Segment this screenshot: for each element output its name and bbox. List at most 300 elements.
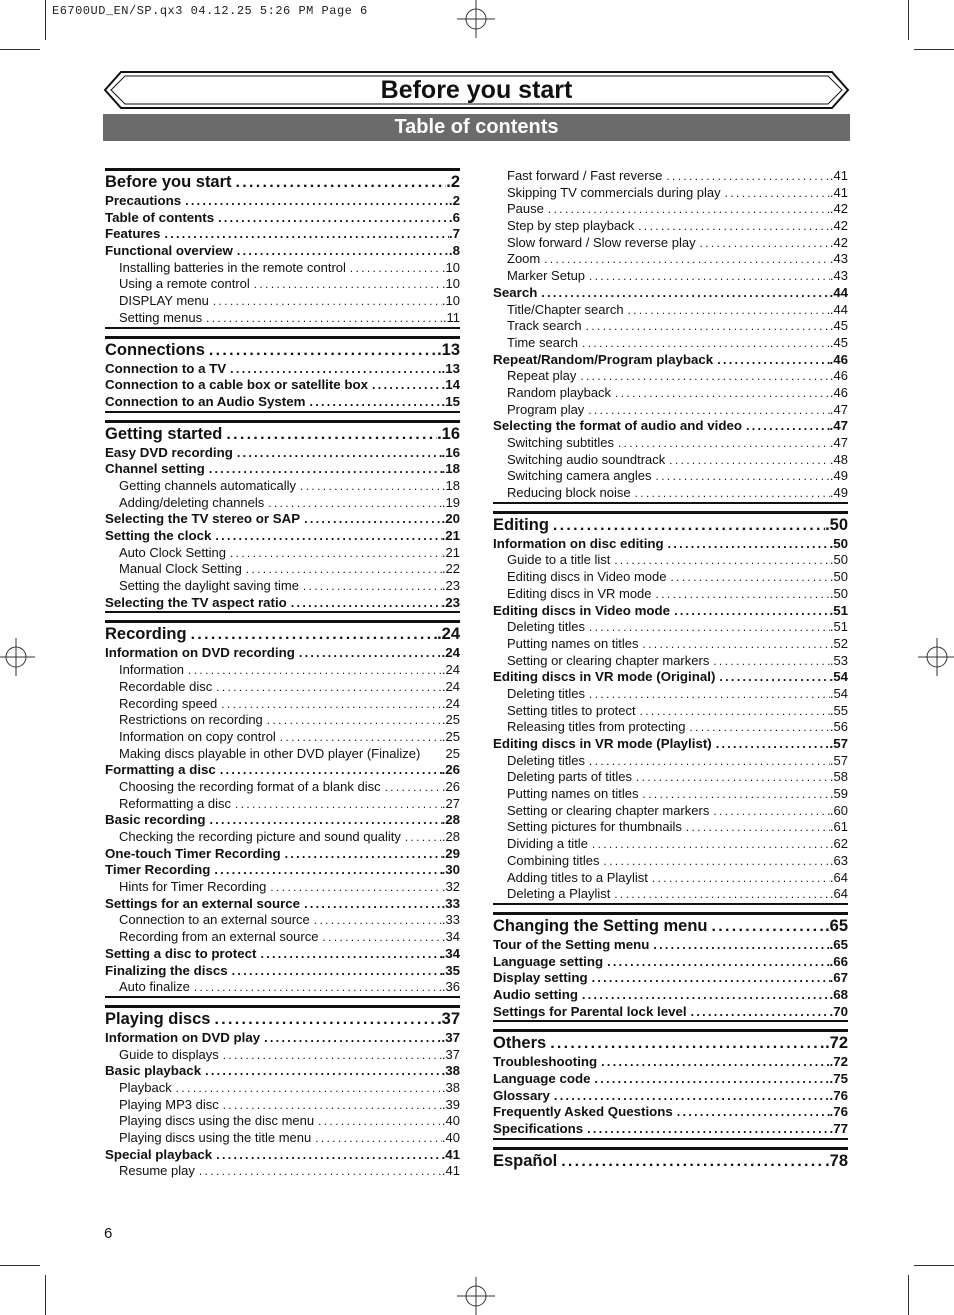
toc-page-number: .42: [829, 234, 848, 250]
toc-entry[interactable]: [105, 645, 460, 662]
dot-leader: [649, 937, 829, 954]
toc-page-number: .10: [441, 276, 460, 292]
toc-entry-label: Hints for Timer Recording: [119, 879, 267, 895]
crop-mark: [45, 0, 46, 40]
toc-entry-label: Editing discs in VR mode (Playlist): [493, 736, 712, 751]
toc-entry-label: Precautions: [105, 193, 182, 208]
toc-entry[interactable]: [493, 1121, 848, 1140]
toc-entry-label: Table of contents: [105, 209, 215, 225]
toc-page-number: .52: [829, 635, 848, 651]
toc-entry-label: Random playback: [507, 384, 612, 400]
toc-entry[interactable]: [105, 812, 460, 829]
toc-page-number: .2: [446, 173, 460, 191]
dot-leader: [670, 603, 829, 620]
toc-entry-label: Selecting the TV stereo or SAP: [105, 511, 301, 527]
toc-page-number: .10: [441, 259, 460, 275]
toc-section-heading[interactable]: [105, 171, 460, 193]
dot-leader: [648, 871, 830, 887]
toc-entry-label: Recordable disc: [119, 678, 213, 694]
toc-entry[interactable]: [105, 377, 460, 394]
toc-subentry[interactable]: [105, 696, 460, 713]
dot-leader: [190, 980, 442, 997]
toc-entry-label: Setting menus: [119, 309, 203, 325]
dot-leader: [256, 946, 441, 963]
toc-page-number: .39: [441, 1096, 460, 1112]
dot-leader: [549, 515, 825, 536]
toc-subentry[interactable]: [105, 1080, 460, 1097]
toc-page-number: .54: [829, 669, 848, 685]
toc-subentry[interactable]: [493, 886, 848, 905]
toc-subentry[interactable]: [105, 879, 460, 896]
toc-subentry[interactable]: [493, 218, 848, 235]
toc-page-number: .50: [829, 585, 848, 601]
toc-entry-label: Deleting titles: [507, 685, 586, 701]
dot-leader: [624, 303, 830, 319]
toc-entry[interactable]: [105, 963, 460, 980]
toc-subentry[interactable]: [105, 679, 460, 696]
toc-entry-label: Step by step playback: [507, 218, 635, 234]
crop-mark: [908, 1275, 909, 1315]
toc-entry-label: Specifications: [493, 1121, 584, 1137]
toc-page-number: .41: [829, 184, 848, 200]
toc-section-heading[interactable]: [105, 339, 460, 361]
toc-entry-label: Installing batteries in the remote control: [119, 259, 346, 275]
toc-subentry[interactable]: [105, 979, 460, 998]
toc-entry-label: Checking the recording picture and sound quality: [119, 829, 401, 844]
toc-subentry[interactable]: [493, 235, 848, 252]
toc-entry[interactable]: [493, 970, 848, 987]
toc-subentry[interactable]: [105, 662, 460, 679]
toc-page-number: .16: [437, 424, 460, 443]
toc-page-number: .49: [829, 468, 848, 484]
toc-entry-label: Information: [119, 662, 185, 678]
toc-page-number: .46: [829, 368, 848, 384]
toc-subentry[interactable]: [105, 310, 460, 329]
toc-entry-label: Track search: [507, 318, 582, 334]
toc-entry[interactable]: [105, 511, 460, 528]
dot-leader: [287, 595, 442, 612]
dot-leader: [201, 1063, 441, 1080]
toc-entry[interactable]: [493, 603, 848, 620]
toc-entry-label: Switching audio soundtrack: [507, 451, 666, 467]
crop-mark: [908, 0, 909, 40]
dot-leader: [742, 418, 830, 435]
toc-entry-label: Recording: [105, 625, 187, 644]
toc-page-number: .40: [441, 1113, 460, 1129]
toc-subentry[interactable]: [493, 185, 848, 202]
toc-subentry[interactable]: [105, 712, 460, 729]
toc-page-number: .14: [441, 377, 460, 393]
section-subtitle: Table of contents: [103, 114, 850, 141]
toc-subentry[interactable]: [493, 653, 848, 670]
toc-subentry[interactable]: [105, 1113, 460, 1130]
dot-leader: [206, 812, 442, 829]
toc-subentry[interactable]: [105, 779, 460, 796]
toc-entry[interactable]: [105, 210, 460, 227]
toc-page-number: .58: [829, 769, 848, 785]
toc-entry-label: Español: [493, 1151, 558, 1170]
toc-entry[interactable]: [105, 1063, 460, 1080]
toc-page-number: .47: [829, 401, 848, 417]
toc-entry[interactable]: [493, 987, 848, 1004]
toc-entry-label: Playing MP3 disc: [119, 1096, 219, 1112]
toc-subentry[interactable]: [105, 1130, 460, 1147]
toc-entry[interactable]: [105, 1147, 460, 1164]
dot-leader: [232, 172, 447, 193]
toc-entry-label: Tour of the Setting menu: [493, 936, 650, 952]
toc-entry[interactable]: [493, 669, 848, 686]
registration-mark-icon: [918, 638, 954, 676]
toc-entry-label: Repeat play: [507, 368, 577, 384]
toc-entry-label: Connection to a TV: [105, 360, 227, 376]
toc-page-number: .24: [441, 662, 460, 678]
toc-subentry[interactable]: [105, 1047, 460, 1064]
dot-leader: [276, 730, 442, 746]
dot-leader: [662, 169, 830, 185]
toc-subentry[interactable]: [493, 318, 848, 335]
toc-entry[interactable]: [105, 243, 460, 260]
toc-entry-label: Search: [493, 284, 538, 300]
dot-leader: [212, 680, 442, 696]
toc-subentry[interactable]: [493, 385, 848, 402]
toc-subentry[interactable]: [105, 912, 460, 929]
toc-entry-label: Recording from an external source: [119, 929, 319, 945]
dot-leader: [311, 1131, 442, 1147]
toc-entry[interactable]: [105, 361, 460, 378]
dot-leader: [634, 219, 830, 235]
toc-subentry[interactable]: [493, 168, 848, 185]
toc-page-number: .11: [442, 309, 460, 325]
toc-entry-label: Slow forward / Slow reverse play: [507, 234, 696, 250]
dot-leader: [708, 916, 826, 937]
dot-leader: [242, 562, 442, 578]
toc-page-number: .76: [829, 1087, 848, 1103]
toc-entry-label: Special playback: [105, 1146, 213, 1162]
dot-leader: [583, 1121, 829, 1138]
toc-entry-label: Editing discs in Video mode: [507, 569, 667, 585]
dot-leader: [212, 1147, 441, 1164]
toc-subentry[interactable]: [493, 803, 848, 820]
toc-page-number: .28: [441, 829, 460, 844]
toc-subentry[interactable]: [493, 686, 848, 703]
toc-page-number: .2: [448, 193, 460, 208]
registration-mark-icon: [457, 0, 495, 38]
dot-leader: [211, 528, 441, 545]
toc-entry-label: DISPLAY menu: [119, 293, 209, 309]
dot-leader: [603, 954, 829, 971]
toc-page-number: .18: [441, 477, 460, 493]
toc-entry-label: Audio setting: [493, 986, 578, 1002]
dot-leader: [260, 1030, 441, 1047]
toc-subentry[interactable]: [493, 769, 848, 786]
toc-entry-label: Deleting a Playlist: [507, 886, 611, 902]
toc-page-number: .50: [829, 535, 848, 551]
dot-leader: [401, 830, 442, 846]
toc-entry-label: Switching subtitles: [507, 435, 614, 450]
toc-entry-label: Adding/deleting channels: [119, 494, 265, 510]
toc-page-number: .65: [829, 936, 848, 952]
toc-entry-label: Easy DVD recording: [105, 444, 233, 460]
crop-mark: [914, 49, 954, 50]
toc-entry-label: Formatting a disc: [105, 762, 216, 778]
dot-leader: [264, 496, 442, 512]
toc-entry-label: Switching camera angles: [507, 468, 652, 484]
toc-entry-label: Channel setting: [105, 461, 205, 477]
toc-subentry[interactable]: [105, 1097, 460, 1114]
toc-subentry[interactable]: [493, 435, 848, 452]
toc-entry[interactable]: [105, 762, 460, 779]
toc-subentry[interactable]: [493, 853, 848, 870]
dot-leader: [219, 1048, 442, 1064]
dot-leader: [721, 186, 830, 202]
toc-entry[interactable]: [105, 528, 460, 545]
toc-entry-label: Adding titles to a Playlist: [507, 869, 648, 885]
dot-leader: [184, 663, 442, 679]
toc-subentry[interactable]: [493, 586, 848, 603]
dot-leader: [318, 930, 441, 946]
toc-section-heading[interactable]: [105, 1008, 460, 1030]
toc-page-number: .21: [441, 528, 460, 543]
toc-entry-label: Combining titles: [507, 852, 600, 868]
toc-page-number: .64: [829, 886, 848, 902]
dot-leader: [205, 340, 437, 361]
toc-subentry[interactable]: [105, 929, 460, 946]
dot-leader: [209, 294, 442, 310]
toc-subentry[interactable]: [493, 870, 848, 887]
toc-subentry[interactable]: [493, 703, 848, 720]
dot-leader: [588, 970, 830, 987]
toc-subentry[interactable]: [493, 619, 848, 636]
toc-entry-label: Setting titles to protect: [507, 702, 636, 718]
toc-entry-label: Basic playback: [105, 1063, 202, 1079]
toc-section-heading[interactable]: [493, 514, 848, 536]
toc-page-number: .75: [829, 1071, 848, 1086]
toc-page-number: .37: [441, 1046, 460, 1062]
dot-leader: [299, 579, 442, 595]
toc-page-number: .43: [829, 251, 848, 267]
toc-entry[interactable]: [105, 1030, 460, 1047]
toc-section-heading[interactable]: [493, 915, 848, 937]
toc-entry-label: Fast forward / Fast reverse: [507, 168, 663, 183]
toc-right-column: [493, 168, 848, 1172]
dot-leader: [540, 252, 830, 268]
toc-subentry[interactable]: [493, 335, 848, 352]
toc-page-number: .77: [829, 1121, 848, 1137]
dot-leader: [305, 394, 441, 411]
dot-leader: [214, 210, 449, 227]
toc-subentry[interactable]: [105, 545, 460, 562]
toc-entry[interactable]: [493, 352, 848, 369]
toc-page-number: .44: [829, 301, 848, 317]
toc-entry-label: Playing discs: [105, 1009, 211, 1028]
toc-entry-label: Information on copy control: [119, 728, 276, 744]
dot-leader: [296, 479, 442, 495]
toc-subentry[interactable]: [105, 478, 460, 495]
toc-entry-label: Troubleshooting: [493, 1054, 598, 1070]
dot-leader: [631, 486, 830, 503]
print-slug: E6700UD_EN/SP.qx3 04.12.25 5:26 PM Page 6: [52, 4, 368, 18]
toc-subentry[interactable]: [493, 819, 848, 836]
toc-page-number: .34: [441, 945, 460, 961]
toc-subentry[interactable]: [105, 495, 460, 512]
toc-page-number: .24: [441, 645, 460, 661]
toc-subentry[interactable]: [493, 302, 848, 319]
toc-subentry[interactable]: [493, 402, 848, 419]
dot-leader: [226, 546, 442, 562]
toc-subentry[interactable]: [105, 829, 460, 846]
toc-entry-label: Releasing titles from protecting: [507, 719, 686, 735]
toc-entry-label: Program play: [507, 401, 585, 417]
dot-leader: [346, 261, 442, 277]
toc-page-number: .22: [441, 561, 460, 577]
dot-leader: [611, 386, 830, 402]
toc-subentry[interactable]: [105, 293, 460, 310]
toc-entry[interactable]: [493, 736, 848, 753]
toc-subentry[interactable]: [493, 368, 848, 385]
toc-entry[interactable]: [105, 226, 460, 243]
toc-page-number: .49: [829, 485, 848, 501]
toc-subentry[interactable]: [105, 260, 460, 277]
toc-entry[interactable]: [105, 193, 460, 210]
toc-subentry[interactable]: [493, 786, 848, 803]
toc-entry-label: Pause: [507, 201, 544, 217]
dot-leader: [713, 352, 829, 369]
toc-entry[interactable]: [493, 937, 848, 954]
toc-entry-label: One-touch Timer Recording: [105, 845, 281, 861]
toc-page-number: .51: [829, 602, 848, 618]
toc-entry[interactable]: [105, 846, 460, 863]
toc-page-number: .50: [829, 552, 848, 568]
toc-subentry[interactable]: [493, 753, 848, 770]
toc-subentry[interactable]: [105, 578, 460, 595]
toc-entry[interactable]: [493, 1054, 848, 1071]
toc-subentry[interactable]: [105, 1163, 460, 1180]
toc-subentry[interactable]: [493, 468, 848, 485]
toc-subentry[interactable]: [493, 268, 848, 285]
toc-entry-label: Setting or clearing chapter markers: [507, 802, 710, 818]
toc-entry[interactable]: [493, 285, 848, 302]
dot-leader: [578, 987, 830, 1004]
toc-page-number: .24: [441, 695, 460, 711]
toc-subentry[interactable]: [105, 796, 460, 813]
toc-entry[interactable]: [493, 954, 848, 971]
toc-page-number: .43: [829, 268, 848, 284]
toc-entry[interactable]: [493, 1088, 848, 1105]
toc-entry-label: Setting the daylight saving time: [119, 578, 299, 594]
toc-entry[interactable]: [105, 896, 460, 913]
toc-page-number: 25: [445, 745, 460, 761]
toc-page-number: .72: [825, 1034, 848, 1053]
toc-entry-label: Setting the clock: [105, 528, 212, 543]
toc-left-column: [105, 168, 460, 1180]
toc-subentry[interactable]: [493, 452, 848, 469]
crop-mark: [45, 1275, 46, 1315]
toc-section-heading[interactable]: [105, 623, 460, 645]
toc-page-number: .16: [441, 444, 460, 460]
dot-leader: [228, 963, 442, 980]
toc-entry-label: Deleting titles: [507, 752, 586, 768]
toc-page-number: .41: [829, 168, 848, 183]
toc-entry[interactable]: [493, 1104, 848, 1121]
toc-entry[interactable]: [105, 394, 460, 413]
toc-entry[interactable]: [105, 862, 460, 879]
toc-page-number: .10: [441, 293, 460, 309]
toc-page-number: .24: [441, 678, 460, 694]
toc-subentry[interactable]: [493, 636, 848, 653]
toc-page-number: .28: [441, 812, 460, 828]
toc-subentry[interactable]: [493, 251, 848, 268]
toc-page-number: .33: [441, 912, 460, 928]
toc-entry-label: Playing discs using the disc menu: [119, 1113, 315, 1129]
toc-section-heading[interactable]: [493, 1032, 848, 1054]
toc-page-number: .45: [829, 318, 848, 334]
dot-leader: [557, 1151, 825, 1172]
toc-entry-label: Editing discs in VR mode (Original): [493, 669, 716, 685]
toc-entry[interactable]: [493, 1071, 848, 1088]
toc-subentry[interactable]: [493, 719, 848, 736]
toc-subentry[interactable]: [105, 746, 460, 763]
toc-subentry[interactable]: [493, 201, 848, 218]
toc-subentry[interactable]: [493, 836, 848, 853]
dot-leader: [652, 587, 830, 603]
toc-entry[interactable]: [105, 595, 460, 614]
toc-page-number: .66: [829, 953, 848, 969]
toc-entry-label: Guide to displays: [119, 1046, 219, 1062]
toc-subentry[interactable]: [105, 276, 460, 293]
dot-leader: [550, 1088, 830, 1105]
toc-subentry[interactable]: [105, 561, 460, 578]
toc-subentry[interactable]: [493, 569, 848, 586]
toc-entry-label: Getting started: [105, 424, 223, 443]
toc-subentry[interactable]: [105, 729, 460, 746]
dot-leader: [172, 1081, 442, 1097]
toc-entry[interactable]: [105, 445, 460, 462]
toc-entry[interactable]: [493, 536, 848, 553]
dot-leader: [219, 1098, 442, 1114]
dot-leader: [310, 913, 442, 929]
toc-page-number: .61: [829, 819, 848, 835]
toc-entry-label: Settings for an external source: [105, 895, 301, 911]
toc-section-heading[interactable]: [493, 1150, 848, 1172]
toc-subentry[interactable]: [493, 552, 848, 569]
toc-subentry[interactable]: [493, 485, 848, 504]
toc-entry-label: Timer Recording: [105, 862, 211, 878]
dot-leader: [210, 1009, 437, 1030]
dot-leader: [610, 887, 830, 904]
toc-entry-label: Selecting the TV aspect ratio: [105, 594, 287, 610]
toc-entry-label: Restrictions on recording: [119, 712, 263, 728]
toc-entry-label: Editing discs in VR mode: [507, 585, 652, 601]
dot-leader: [537, 285, 829, 302]
toc-entry[interactable]: [105, 946, 460, 963]
toc-entry-label: Making discs playable in other DVD player (Finalize): [119, 745, 421, 761]
toc-page-number: .15: [441, 393, 460, 409]
toc-section-heading[interactable]: [105, 423, 460, 445]
dot-leader: [696, 236, 830, 252]
toc-entry[interactable]: [105, 461, 460, 478]
toc-entry-label: Marker Setup: [507, 268, 586, 284]
toc-page-number: .59: [829, 786, 848, 802]
toc-entry-label: Finalizing the discs: [105, 962, 228, 978]
dot-leader: [578, 336, 830, 352]
toc-page-number: .29: [441, 845, 460, 861]
toc-entry-label: Before you start: [105, 173, 232, 191]
toc-entry[interactable]: [493, 418, 848, 435]
toc-entry[interactable]: [493, 1004, 848, 1023]
dot-leader: [368, 377, 441, 394]
toc-entry-label: Glossary: [493, 1087, 550, 1103]
dot-leader: [585, 620, 830, 636]
